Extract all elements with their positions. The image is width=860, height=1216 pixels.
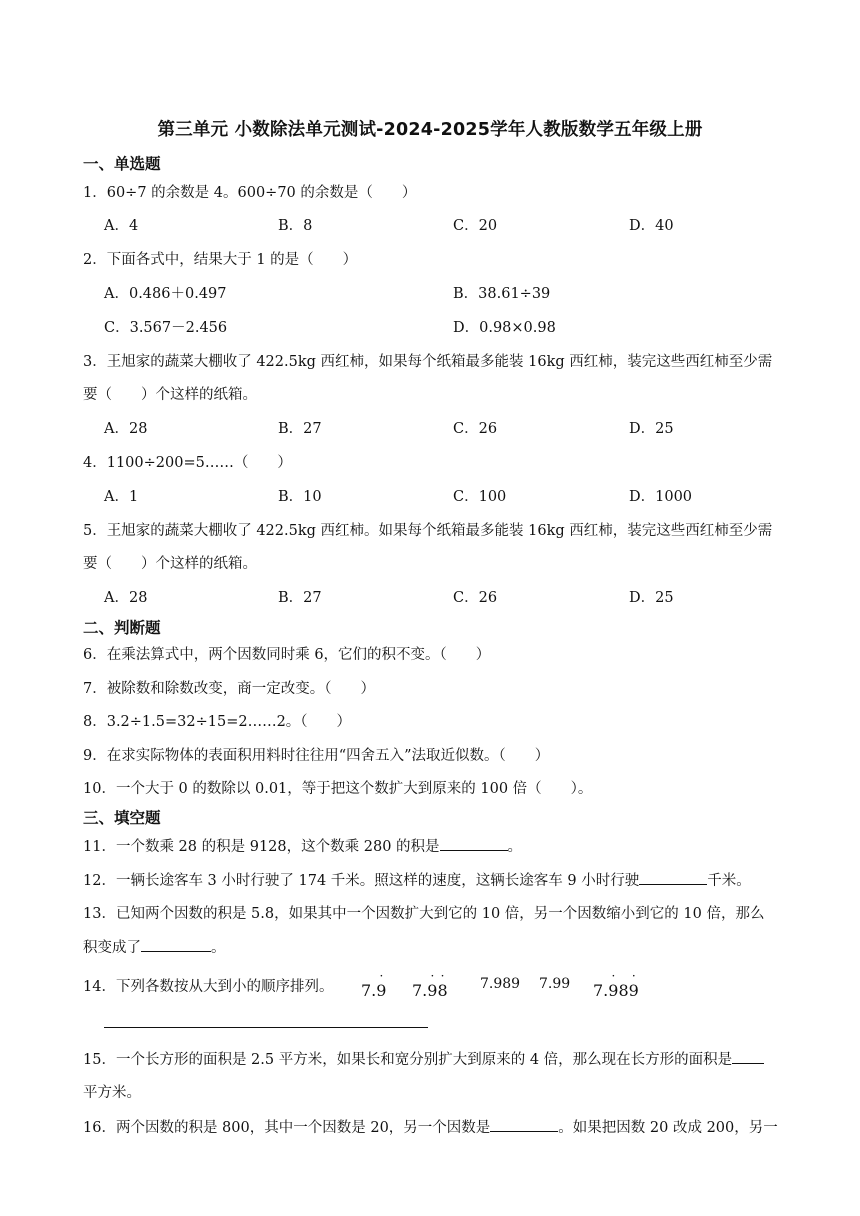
question-16-text: 16．两个因数的积是 800，其中一个因数是 20，另一个因数是 — [83, 1120, 491, 1136]
question-14: 14．下列各数按从大到小的顺序排列。 — [83, 979, 334, 995]
question-12-end: 千米。 — [707, 873, 751, 889]
question-7: 7．被除数和除数改变，商一定改变。（ ） — [83, 681, 375, 697]
question-15-line-2: 平方米。 — [83, 1085, 141, 1101]
option-4d: D．1000 — [629, 489, 693, 505]
question-13-end: 。 — [211, 940, 226, 956]
section-heading-fill-blank: 三、填空题 — [83, 809, 161, 827]
option-4c: C．100 — [453, 489, 507, 505]
option-1d: D．40 — [629, 218, 674, 234]
option-3c: C．26 — [453, 421, 498, 437]
number-7-99: 7.99 — [539, 976, 571, 992]
question-12 — [83, 868, 751, 890]
option-2c: C．3.567－2.456 — [104, 320, 228, 336]
answer-blank-16[interactable] — [490, 1115, 558, 1132]
answer-blank-15[interactable] — [732, 1047, 764, 1064]
question-4: 4．1100÷200=5……（ ） — [83, 455, 292, 471]
number-7-point-98-repeating: 7.· 9· 8 — [412, 981, 448, 1000]
option-5b: B．27 — [278, 590, 322, 606]
question-13-line-2 — [83, 935, 226, 957]
question-13-text: 积变成了 — [83, 940, 141, 956]
question-6: 6．在乘法算式中，两个因数同时乘 6，它们的积不变。（ ） — [83, 647, 491, 663]
option-5c: C．26 — [453, 590, 498, 606]
option-2d: D．0.98×0.98 — [453, 320, 556, 336]
number-7-989: 7.989 — [480, 976, 521, 992]
question-3-line-2: 要（ ）个这样的纸箱。 — [83, 387, 257, 403]
question-3-line-1: 3．王旭家的蔬菜大棚收了 422.5kg 西红柿，如果每个纸箱最多能装 16kg 西红柿，装完这些西红柿至少需 — [83, 354, 773, 370]
question-11-end: 。 — [507, 839, 523, 855]
question-5-line-2: 要（ ）个这样的纸箱。 — [83, 556, 257, 572]
question-1: 1．60÷7 的余数是 4。600÷70 的余数是（ ） — [83, 185, 417, 201]
option-2b: B．38.61÷39 — [453, 286, 551, 302]
option-5d: D．25 — [629, 590, 674, 606]
option-4b: B．10 — [278, 489, 322, 505]
option-3b: B．27 — [278, 421, 322, 437]
question-9: 9．在求实际物体的表面积用料时往往用“四舍五入”法取近似数。（ ） — [83, 748, 550, 764]
answer-blank-12[interactable] — [639, 868, 707, 885]
question-15-text: 15．一个长方形的面积是 2.5 平方米，如果长和宽分别扩大到原来的 4 倍，那么现在长方形的面积是 — [83, 1052, 733, 1068]
question-5-line-1: 5．王旭家的蔬菜大棚收了 422.5kg 西红柿。如果每个纸箱最多能装 16kg 西红柿，装完这些西红柿至少需 — [83, 523, 773, 539]
option-3a: A．28 — [104, 421, 148, 437]
number-7-point-9-repeating: 7.· 9 — [361, 981, 386, 1000]
option-1c: C．20 — [453, 218, 498, 234]
question-11-text: 11．一个数乘 28 的积是 9128，这个数乘 280 的积是 — [83, 839, 440, 855]
answer-blank-13[interactable] — [141, 935, 211, 952]
option-4a: A．1 — [104, 489, 139, 505]
answer-blank-11[interactable] — [440, 834, 508, 851]
question-10: 10．一个大于 0 的数除以 0.01，等于把这个数扩大到原来的 100 倍（ ）。 — [83, 781, 593, 797]
question-11 — [83, 834, 522, 856]
option-3d: D．25 — [629, 421, 674, 437]
question-16-end: 。如果把因数 20 改成 200，另一 — [558, 1120, 778, 1136]
question-16 — [83, 1115, 778, 1137]
question-12-text: 12．一辆长途客车 3 小时行驶了 174 千米。照这样的速度，这辆长途客车 9 小时行驶 — [83, 873, 640, 889]
option-2a: A．0.486＋0.497 — [104, 286, 227, 302]
number-7-point-989-repeating: 7.· 98· 9 — [593, 981, 639, 1000]
question-8: 8．3.2÷1.5=32÷15=2……2。（ ） — [83, 714, 352, 730]
section-heading-single-choice: 一、单选题 — [83, 155, 161, 173]
question-15-line-1 — [83, 1047, 764, 1069]
question-13-line-1: 13．已知两个因数的积是 5.8，如果其中一个因数扩大到它的 10 倍，另一个因数缩小到它的 10 倍，那么 — [83, 906, 765, 922]
option-1a: A．4 — [104, 218, 139, 234]
option-5a: A．28 — [104, 590, 148, 606]
option-1b: B．8 — [278, 218, 313, 234]
section-heading-true-false: 二、判断题 — [83, 619, 161, 637]
page-title: 第三单元 小数除法单元测试-2024-2025学年人教版数学五年级上册 — [157, 120, 703, 140]
question-2: 2．下面各式中，结果大于 1 的是（ ） — [83, 252, 358, 268]
answer-line-14[interactable] — [104, 1027, 428, 1028]
